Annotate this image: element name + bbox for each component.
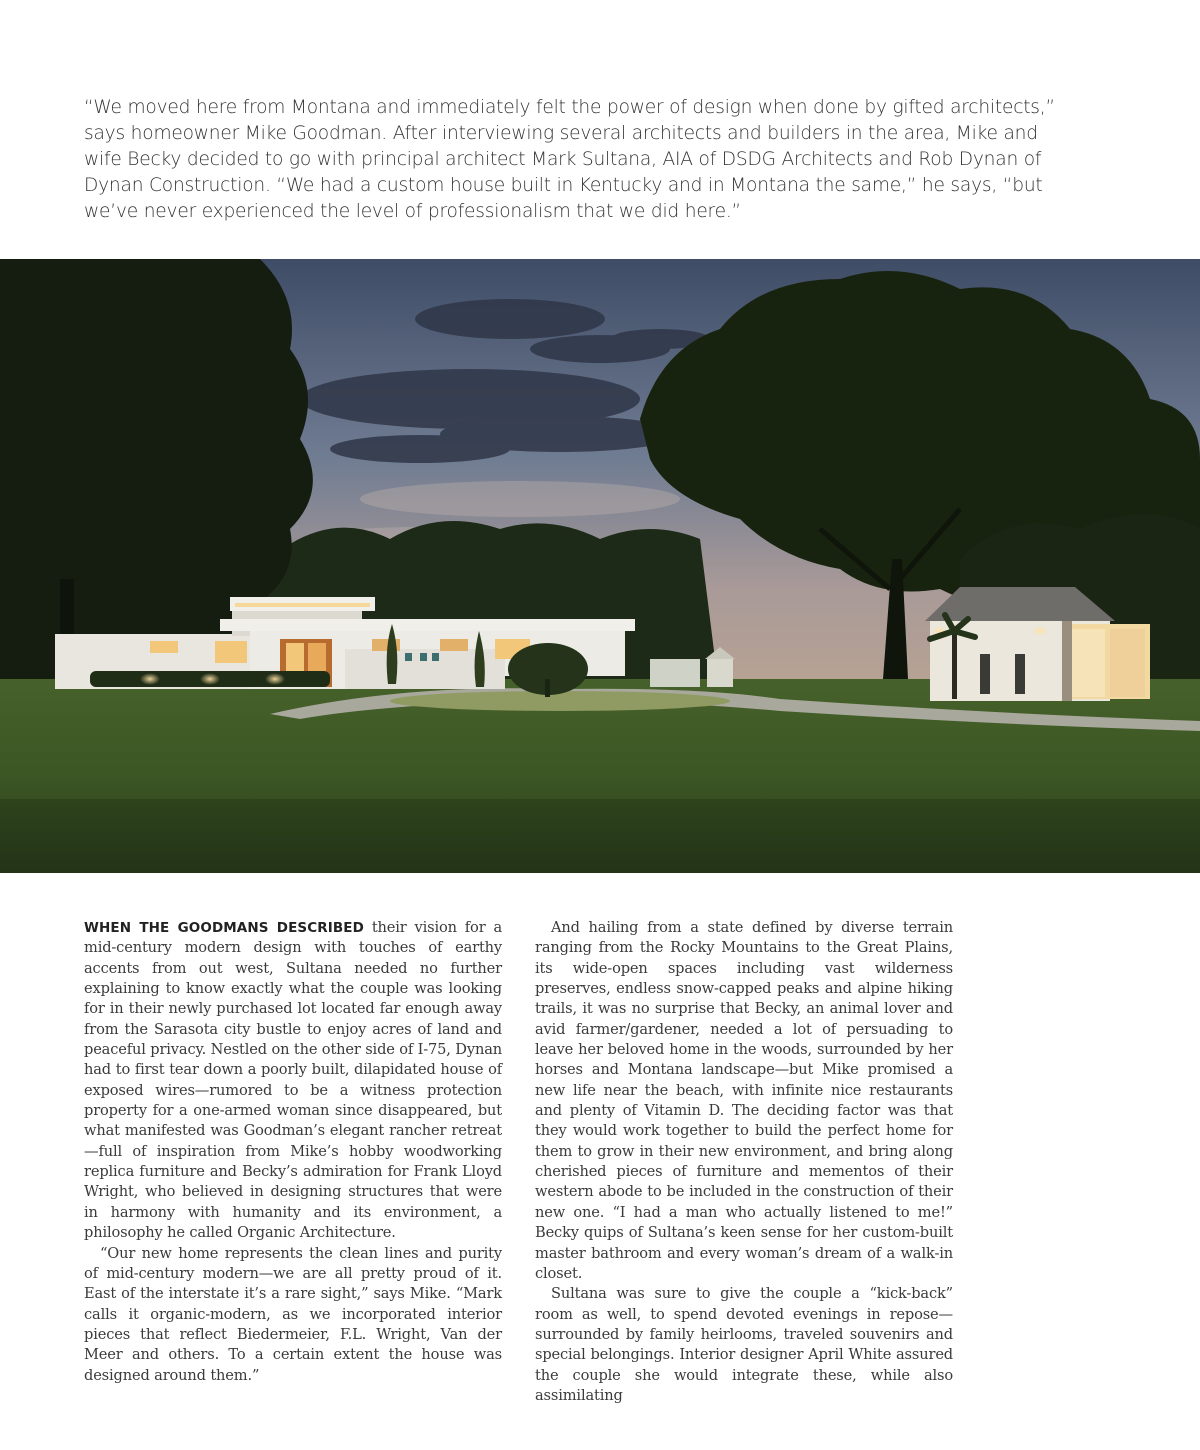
- paragraph-text: their vision for a mid-century modern design with touches of earthy accents from out west, Sultana needed no further explaining to know exactly what the couple was looking for in their newly purchased lot located far enough away from the Sarasota city bustle to enjoy acres of land and peaceful privacy. Nestled on the other side of I-75, Dynan had to first tear down a poorly built, dilapidated house of exposed wires—rumored to be a witness protection property for a one-armed woman since disappeared, but what manifested was Goodman’s elegant rancher retreat—full of inspiration from Mike’s hobby woodworking replica furniture and Becky’s admiration for Frank Lloyd Wright, who believed in designing structures that were in harmony with humanity and its environment, a philosophy he called Organic Architecture.: [84, 919, 502, 1242]
- intro-quote: “We moved here from Montana and immediately felt the power of design when done by gifted architects,” says homeowner Mike Goodman. After interviewing several architects and builders in the area, Mike and wife Becky decided to go with principal architect Mark Sultana, AIA of DSDG Architects and Rob Dynan of Dynan Construction. “We had a custom house built in Kentucky and in Montana the same,” he says, “but we’ve never experienced the level of professionalism that we did here.”: [84, 97, 1055, 222]
- paragraph: And hailing from a state defined by diverse terrain ranging from the Rocky Mountains to the Great Plains, its wide-open spaces including vast wilderness preserves, endless snow-capped peaks and alpine hiking trails, it was no surprise that Becky, an animal lover and avid farmer/gardener, needed a lot of persuading to leave her beloved home in the woods, surrounded by her horses and Montana landscape—but Mike promised a new life near the beach, with infinite nice restaurants and plenty of Vitamin D. The deciding factor was that they would work together to build the perfect home for them to grow in their new environment, and bring along cherished pieces of furniture and mementos of their western abode to be included in the construction of their new one. “I had a man who actually listened to me!” Becky quips of Sultana’s keen sense for her custom-built master bathroom and every woman’s dream of a walk-in closet.: [535, 919, 953, 1282]
- paragraph: “Our new home represents the clean lines and purity of mid-century modern—we are all pretty proud of it. East of the interstate it’s a rare sight,” says Mike. “Mark calls it organic-modern, as we incorporated interior pieces that reflect Biedermeier, F.L. Wright, Van der Meer and others. To a certain extent the house was designed around them.”: [84, 1244, 502, 1384]
- paragraph: Sultana was sure to give the couple a “kick-back” room as well, to spend devoted evenings in repose—surrounded by family heirlooms, traveled souvenirs and special belongings. Interior designer April White assured the couple she would integrate these, while also assimilating: [535, 1285, 953, 1404]
- article-column-right: [535, 918, 953, 1406]
- house-exterior-photo: [0, 259, 1200, 873]
- article-column-left: [84, 918, 502, 1386]
- paragraph: [84, 918, 502, 1244]
- lead-in: WHEN THE GOODMANS DESCRIBED: [84, 920, 364, 936]
